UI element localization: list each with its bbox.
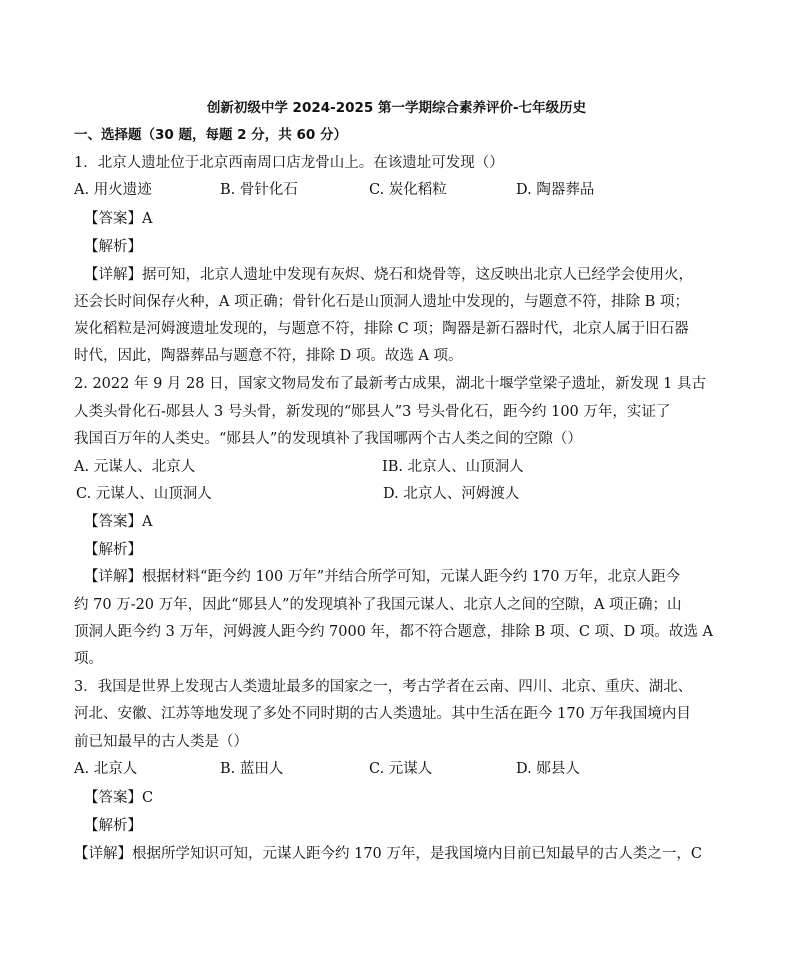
- question-3-detail-line: 【详解】根据所学知识可知，元谋人距今约 170 万年，是我国境内目前已知最早的古人类之一，C: [74, 846, 702, 862]
- question-1-option-d: D. 陶器葬品: [516, 182, 595, 198]
- question-2-detail-line: 约 70 万-20 万年，因此“郧县人”的发现填补了我国元谋人、北京人之间的空隙，A 项正确；山: [74, 597, 682, 613]
- question-3-option-d: D. 郧县人: [516, 761, 580, 777]
- question-3-option-c: C. 元谋人: [369, 761, 433, 777]
- question-2-answer: 【答案】A: [84, 514, 153, 530]
- page-title: 创新初级中学 2024-2025 第一学期综合素养评价-七年级历史: [206, 100, 587, 116]
- question-3-analysis-label: 【解析】: [84, 818, 142, 834]
- question-1-detail-line: 【详解】据可知，北京人遗址中发现有灰烬、烧石和烧骨等，这反映出北京人已经学会使用火，: [84, 267, 693, 283]
- question-3-stem-line: 前已知最早的古人类是（）: [74, 734, 248, 750]
- question-2-stem-line: 我国百万年的人类史。“郧县人”的发现填补了我国哪两个古人类之间的空隙（）: [74, 431, 582, 447]
- question-1-detail-line: 还会长时间保存火种，A 项正确；骨针化石是山顶洞人遗址中发现的，与题意不符，排除 B 项；: [74, 294, 689, 310]
- question-1-option-a: A. 用火遗迹: [74, 182, 152, 198]
- question-2-option-a: A. 元谋人、北京人: [74, 459, 196, 475]
- question-3-stem-line: 河北、安徽、江苏等地发现了多处不同时期的古人类遗址。其中生活在距今 170 万年我国境内目: [74, 706, 691, 722]
- question-3-stem-line: 3．我国是世界上发现古人类遗址最多的国家之一，考古学者在云南、四川、北京、重庆、湖北、: [74, 679, 693, 695]
- section-heading: 一、选择题（30 题，每题 2 分，共 60 分）: [74, 127, 347, 143]
- question-2-option-d: D. 北京人、河姆渡人: [383, 486, 520, 502]
- question-2-option-c: C. 元谋人、山顶洞人: [76, 486, 212, 502]
- question-3-answer: 【答案】C: [84, 790, 154, 806]
- question-2-detail-line: 项。: [74, 651, 103, 667]
- question-3-option-b: B. 蓝田人: [220, 761, 284, 777]
- question-2-option-b: IB. 北京人、山顶洞人: [382, 459, 524, 475]
- question-1-stem: 1．北京人遗址位于北京西南周口店龙骨山上。在该遗址可发现（）: [74, 155, 504, 171]
- question-1-detail-line: 炭化稻粒是河姆渡遗址发现的，与题意不符，排除 C 项；陶器是新石器时代，北京人属于旧石器: [74, 321, 689, 337]
- question-1-analysis-label: 【解析】: [84, 239, 142, 255]
- question-3-option-a: A. 北京人: [74, 761, 138, 777]
- question-1-detail-line: 时代，因此，陶器葬品与题意不符，排除 D 项。故选 A 项。: [74, 348, 463, 364]
- question-2-detail-line: 【详解】根据材料“距今约 100 万年”并结合所学可知，元谋人距今约 170 万年，北京人距今: [84, 569, 681, 585]
- question-2-stem-line: 2. 2022 年 9 月 28 日，国家文物局发布了最新考古成果，湖北十堰学堂梁子遗址，新发现 1 具古: [74, 376, 707, 392]
- question-1-option-b: B. 骨针化石: [220, 182, 298, 198]
- question-2-stem-line: 人类头骨化石-郧县人 3 号头骨，新发现的“郧县人”3 号头骨化石，距今约 100 万年，实证了: [74, 404, 671, 420]
- question-2-detail-line: 顶洞人距今约 3 万年，河姆渡人距今约 7000 年，都不符合题意，排除 B 项、C 项、D 项。故选 A: [74, 624, 713, 640]
- question-1-option-c: C. 炭化稻粒: [369, 182, 447, 198]
- question-1-answer: 【答案】A: [84, 211, 153, 227]
- question-2-analysis-label: 【解析】: [84, 542, 142, 558]
